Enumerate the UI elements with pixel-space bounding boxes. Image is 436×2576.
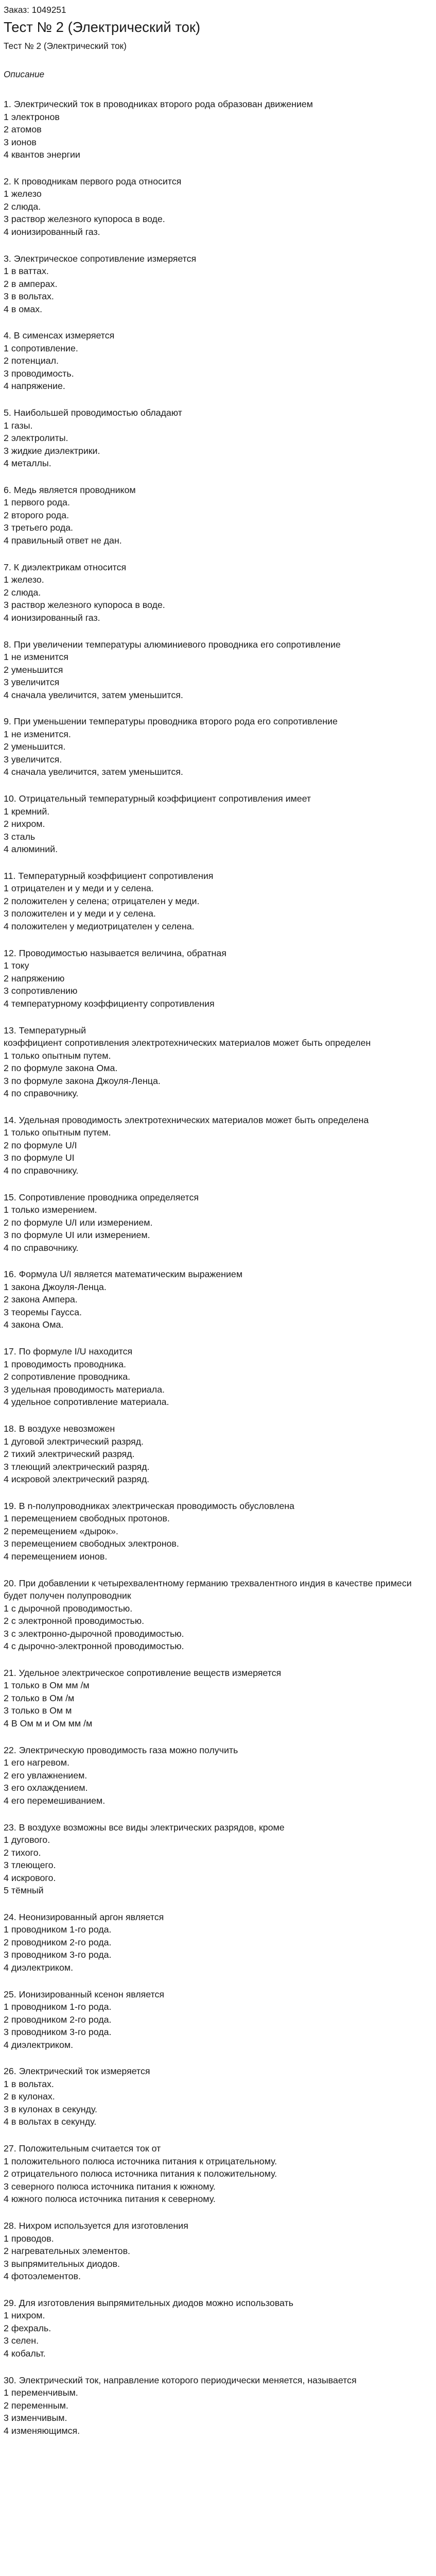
question-text: 28. Нихром используется для изготовления	[4, 2221, 188, 2231]
answer-option: 1 положительного полюса источника питания к отрицательному.	[4, 2156, 277, 2166]
question-block	[4, 1821, 431, 1897]
answer-option: 4 искровой электрический разряд.	[4, 1474, 150, 1485]
answer-option: 2 перемещением «дырок».	[4, 1526, 118, 1536]
answer-option: 2 слюда.	[4, 201, 41, 212]
question-text: 23. В воздухе возможны все виды электрических разрядов, кроме	[4, 1822, 285, 1833]
answer-options	[4, 265, 431, 315]
answer-option: 4 в омах.	[4, 303, 43, 314]
answer-options	[4, 651, 431, 701]
answer-option: 4 квантов энергии	[4, 149, 80, 160]
answer-option: 4 удельное сопротивление материала.	[4, 1397, 169, 1408]
question-block	[4, 1024, 431, 1100]
answer-option: 2 проводником 2-го рода.	[4, 2014, 112, 2025]
answer-option: 4 изменяющимся.	[4, 2425, 80, 2436]
answer-option: 3 по формуле UI или измерением.	[4, 1230, 150, 1241]
question-block	[4, 484, 431, 547]
question-text: 6. Медь является проводником	[4, 484, 136, 495]
answer-option: 1 только измерением.	[4, 1205, 97, 1215]
answer-options	[4, 1923, 431, 1974]
answer-option: 1 его нагревом.	[4, 1757, 69, 1768]
answer-option: 2 нихром.	[4, 819, 45, 829]
answer-options	[4, 1834, 431, 1897]
answer-options	[4, 728, 431, 778]
answer-option: 3 по формуле закона Джоуля-Ленца.	[4, 1075, 161, 1086]
answer-option: 1 проводником 1-го рода.	[4, 1924, 112, 1935]
answer-option: 2 по формуле закона Ома.	[4, 1063, 118, 1074]
answer-option: 1 только опытным путем.	[4, 1127, 111, 1138]
answer-option: 2 положителен у селена; отрицателен у меди.	[4, 895, 200, 906]
answer-options	[4, 2155, 431, 2206]
question-text: 30. Электрический ток, направление которого периодически меняется, называется	[4, 2375, 357, 2385]
answer-options	[4, 573, 431, 624]
answer-option: 1 отрицателен и у меди и у селена.	[4, 883, 154, 894]
answer-option: 1 в ваттах.	[4, 266, 49, 277]
answer-option: 3 раствор железного купороса в воде.	[4, 600, 165, 611]
answer-option: 3 увеличится	[4, 677, 60, 688]
question-text: 9. При уменьшении температуры проводника второго рода его сопротивление	[4, 716, 338, 727]
answer-options	[4, 342, 431, 393]
answer-option: 1 кремний.	[4, 806, 50, 817]
question-text: 14. Удельная проводимость электротехнических материалов может быть определена	[4, 1114, 369, 1125]
answer-option: 1 проводов.	[4, 2233, 54, 2244]
answer-option: 1 не изменится	[4, 652, 68, 663]
answer-option: 2 нагревательных элементов.	[4, 2246, 130, 2257]
answer-options	[4, 1435, 431, 1486]
answer-option: 1 железо	[4, 189, 42, 199]
answer-option: 1 дугового.	[4, 1835, 50, 1845]
answer-option: 2 по формуле U/I	[4, 1140, 77, 1150]
answer-options	[4, 1679, 431, 1730]
answer-option: 3 в вольтах.	[4, 291, 54, 302]
question-text: 11. Температурный коэффициент сопротивления	[4, 870, 214, 881]
answer-option: 3 по формуле UI	[4, 1153, 75, 1163]
answer-options	[4, 2001, 431, 2051]
answer-options	[4, 959, 431, 1010]
question-text: 29. Для изготовления выпрямительных диодов можно использовать	[4, 2297, 293, 2308]
answer-option: 1 первого рода.	[4, 497, 70, 508]
question-text: 16. Формула U/I является математическим выражением	[4, 1269, 243, 1280]
answer-options	[4, 1281, 431, 1331]
answer-options	[4, 111, 431, 161]
answer-option: 2 второго рода.	[4, 510, 69, 520]
answer-option: 4 правильный ответ не дан.	[4, 535, 122, 546]
answer-option: 2 уменьшится.	[4, 741, 66, 752]
answer-option: 1 нихром.	[4, 2310, 45, 2321]
answer-option: 1 закона Джоуля-Ленца.	[4, 1281, 107, 1292]
answer-option: 2 в кулонах.	[4, 2091, 55, 2102]
question-text: 5. Наибольшей проводимостью обладают	[4, 408, 182, 418]
question-block	[4, 1988, 431, 2052]
question-text: 12. Проводимостью называется величина, обратная	[4, 947, 226, 958]
answer-option: 1 электронов	[4, 111, 60, 122]
answer-option: 4 металлы.	[4, 458, 51, 469]
answer-option: 2 закона Ампера.	[4, 1294, 78, 1305]
answer-option: 4 в вольтах в секунду.	[4, 2116, 97, 2127]
question-block	[4, 638, 431, 702]
question-text: 18. В воздухе невозможен	[4, 1423, 115, 1434]
answer-option: 1 только опытным путем.	[4, 1050, 111, 1061]
answer-option: 4 перемещением ионов.	[4, 1551, 108, 1562]
answer-option: 3 сопротивлению	[4, 986, 78, 996]
answer-options	[4, 1126, 431, 1177]
answer-option: 3 удельная проводимость материала.	[4, 1384, 165, 1395]
answer-option: 3 его охлаждением.	[4, 1783, 88, 1793]
answer-options	[4, 2078, 431, 2128]
answer-option: 2 атомов	[4, 124, 42, 134]
answer-options	[4, 1204, 431, 1254]
question-text: 26. Электрический ток измеряется	[4, 2066, 150, 2077]
answer-option: 3 увеличится.	[4, 754, 62, 765]
answer-options	[4, 1512, 431, 1563]
test-subtitle: Тест № 2 (Электрический ток)	[4, 41, 127, 51]
question-block	[4, 947, 431, 1010]
question-block	[4, 1422, 431, 1486]
question-block	[4, 561, 431, 624]
answer-option: 4 сначала увеличится, затем уменьшится.	[4, 689, 183, 700]
answer-option: 1 перемещением свободных протонов.	[4, 1513, 170, 1524]
question-block	[4, 792, 431, 856]
answer-option: 4 южного полюса источника питания к северному.	[4, 2194, 216, 2205]
answer-options	[4, 2232, 431, 2283]
answer-options	[4, 1049, 431, 1100]
answer-options	[4, 188, 431, 238]
question-block	[4, 406, 431, 470]
question-text: 22. Электрическую проводимость газа можно получить	[4, 1744, 238, 1755]
answer-option: 2 проводником 2-го рода.	[4, 1937, 112, 1947]
answer-option: 4 фотоэлементов.	[4, 2271, 81, 2282]
question-block	[4, 1911, 431, 1974]
answer-option: 4 закона Ома.	[4, 1319, 64, 1330]
question-block	[4, 1744, 431, 1807]
answer-option: 4 по справочнику.	[4, 1088, 79, 1099]
question-block	[4, 715, 431, 778]
answer-option: 4 положителен у медиотрицателен у селена.	[4, 921, 195, 931]
answer-option: 2 потенциал.	[4, 355, 59, 366]
answer-option: 4 ионизированный газ.	[4, 612, 100, 623]
answer-option: 2 только в Ом /м	[4, 1692, 75, 1703]
answer-options	[4, 1358, 431, 1409]
answer-options	[4, 882, 431, 933]
question-text: 13. Температурный	[4, 1025, 86, 1036]
answer-option: 3 положителен и у меди и у селена.	[4, 908, 156, 919]
answer-option: 2 напряжению	[4, 973, 65, 984]
answer-option: 2 с электронной проводимостью.	[4, 1616, 145, 1626]
answer-option: 3 тлеющего.	[4, 1860, 56, 1871]
question-text: 8. При увеличении температуры алюминиевого проводника его сопротивление	[4, 639, 341, 650]
answer-option: 3 изменчивым.	[4, 2413, 67, 2424]
answer-option: 1 только в Ом мм /м	[4, 1680, 90, 1691]
answer-option: 3 селен.	[4, 2335, 39, 2346]
answer-option: 3 проводником 3-го рода.	[4, 1950, 112, 1960]
question-block	[4, 1114, 431, 1177]
answer-option: 4 его перемешиванием.	[4, 1795, 106, 1806]
question-text: 7. К диэлектрикам относится	[4, 562, 127, 572]
answer-options	[4, 1602, 431, 1653]
answer-option: 2 в амперах.	[4, 278, 58, 289]
answer-options	[4, 805, 431, 856]
answer-option: 1 сопротивление.	[4, 343, 78, 353]
answer-option: 2 переменным.	[4, 2400, 68, 2411]
answer-option: 4 кобальт.	[4, 2348, 46, 2359]
question-block	[4, 252, 431, 316]
answer-option: 1 железо.	[4, 574, 44, 585]
question-block	[4, 1500, 431, 1563]
answer-option: 3 теоремы Гаусса.	[4, 1307, 82, 1317]
answer-option: 3 жидкие диэлектрики.	[4, 445, 100, 456]
answer-option: 4 по справочнику.	[4, 1242, 79, 1253]
answer-option: 1 переменчивым.	[4, 2387, 78, 2398]
answer-option: 3 тлеющий электрический разряд.	[4, 1461, 150, 1472]
question-text: 27. Положительным считается ток от	[4, 2143, 161, 2154]
answer-option: 4 напряжение.	[4, 381, 65, 392]
answer-options	[4, 419, 431, 470]
answer-option: 3 третьего рода.	[4, 522, 73, 533]
question-block	[4, 1268, 431, 1331]
answer-option: 1 току	[4, 960, 29, 971]
question-text: 3. Электрическое сопротивление измеряется	[4, 253, 197, 264]
answer-options	[4, 1756, 431, 1807]
question-block	[4, 2374, 431, 2437]
answer-option: 2 фехраль.	[4, 2323, 51, 2333]
question-text: 15. Сопротивление проводника определяется	[4, 1192, 199, 1202]
question-text: 20. При добавлении к четырехвалентному германию трехвалентного индия в качестве примеси будет получен полупроводник	[4, 1578, 412, 1601]
answer-option: 4 по справочнику.	[4, 1165, 79, 1176]
answer-option: 3 проводимость.	[4, 368, 74, 379]
question-text: 19. В n-полупроводниках электрическая проводимость обусловлена	[4, 1500, 294, 1511]
question-block	[4, 2065, 431, 2128]
question-block	[4, 1667, 431, 1730]
question-text: 21. Удельное электрическое сопротивление веществ измеряется	[4, 1667, 282, 1678]
answer-option: 3 перемещением свободных электронов.	[4, 1538, 179, 1549]
answer-option: 3 раствор железного купороса в воде.	[4, 214, 165, 225]
question-block	[4, 175, 431, 239]
answer-option: 4 ионизированный газ.	[4, 226, 100, 237]
answer-options	[4, 496, 431, 547]
question-block	[4, 1577, 431, 1653]
answer-option: 1 проводником 1-го рода.	[4, 2002, 112, 2012]
answer-option: 5 тёмный	[4, 1885, 44, 1896]
question-text: 1. Электрический ток в проводниках второго рода образован движением	[4, 99, 313, 109]
answer-option: 1 с дырочной проводимостью.	[4, 1603, 133, 1614]
answer-option: 4 температурному коэффициенту сопротивления	[4, 998, 215, 1009]
answer-option: 1 проводимость проводника.	[4, 1359, 126, 1369]
question-text: 2. К проводникам первого рода относится	[4, 176, 182, 187]
answer-option: 3 северного полюса источника питания к южному.	[4, 2181, 216, 2192]
answer-option: 2 уменьшится	[4, 664, 63, 675]
question-text: 10. Отрицательный температурный коэффициент сопротивления имеет	[4, 793, 311, 804]
answer-option: 4 диэлектриком.	[4, 2039, 74, 2050]
answer-option: 4 В Ом м и Ом мм /м	[4, 1718, 93, 1728]
page-title: Тест № 2 (Электрический ток)	[4, 19, 201, 35]
question-block	[4, 329, 431, 393]
answer-option: 2 тихий электрический разряд.	[4, 1449, 135, 1460]
question-text: коэффициент сопротивления электротехнических материалов может быть определен	[4, 1038, 371, 1048]
answer-option: 4 искрового.	[4, 1872, 56, 1883]
answer-option: 3 проводником 3-го рода.	[4, 2027, 112, 2038]
question-block	[4, 2297, 431, 2360]
answer-option: 3 в кулонах в секунду.	[4, 2104, 97, 2114]
answer-option: 2 по формуле U/I или измерением.	[4, 1217, 153, 1228]
answer-option: 2 его увлажнением.	[4, 1770, 88, 1781]
answer-option: 4 сначала увеличится, затем уменьшится.	[4, 767, 183, 777]
answer-option: 2 тихого.	[4, 1847, 41, 1858]
answer-option: 4 диэлектриком.	[4, 1962, 74, 1973]
question-block	[4, 1345, 431, 1409]
section-heading: Описание	[4, 69, 45, 79]
question-block	[4, 98, 431, 161]
answer-options	[4, 2309, 431, 2360]
answer-option: 3 только в Ом м	[4, 1705, 72, 1716]
question-block	[4, 870, 431, 933]
question-text: 24. Неонизированный аргон является	[4, 1911, 164, 1922]
question-text: 4. В сименсах измеряется	[4, 330, 115, 341]
answer-option: 2 отрицательного полюса источника питания к положительному.	[4, 2168, 277, 2179]
answer-option: 1 дуговой электрический разряд.	[4, 1436, 144, 1447]
order-number: Заказ: 1049251	[4, 5, 66, 15]
answer-option: 2 электролиты.	[4, 433, 68, 444]
answer-option: 1 не изменится.	[4, 728, 71, 739]
answer-option: 3 с электронно-дырочной проводимостью.	[4, 1628, 184, 1639]
answer-option: 3 ионов	[4, 137, 37, 147]
question-list	[4, 98, 431, 2437]
question-block	[4, 2142, 431, 2206]
answer-option: 2 сопротивление проводника.	[4, 1371, 131, 1382]
question-block	[4, 2219, 431, 2283]
answer-options	[4, 2386, 431, 2437]
answer-option: 4 алюминий.	[4, 844, 58, 855]
answer-option: 4 с дырочно-электронной проводимостью.	[4, 1641, 184, 1652]
answer-option: 1 в вольтах.	[4, 2078, 54, 2089]
answer-option: 3 выпрямительных диодов.	[4, 2258, 120, 2269]
question-block	[4, 1191, 431, 1255]
answer-option: 2 слюда.	[4, 587, 41, 598]
answer-option: 3 сталь	[4, 831, 36, 842]
question-text: 17. По формуле I/U находится	[4, 1346, 133, 1357]
answer-option: 1 газы.	[4, 420, 33, 431]
question-text: 25. Ионизированный ксенон является	[4, 1989, 165, 1999]
